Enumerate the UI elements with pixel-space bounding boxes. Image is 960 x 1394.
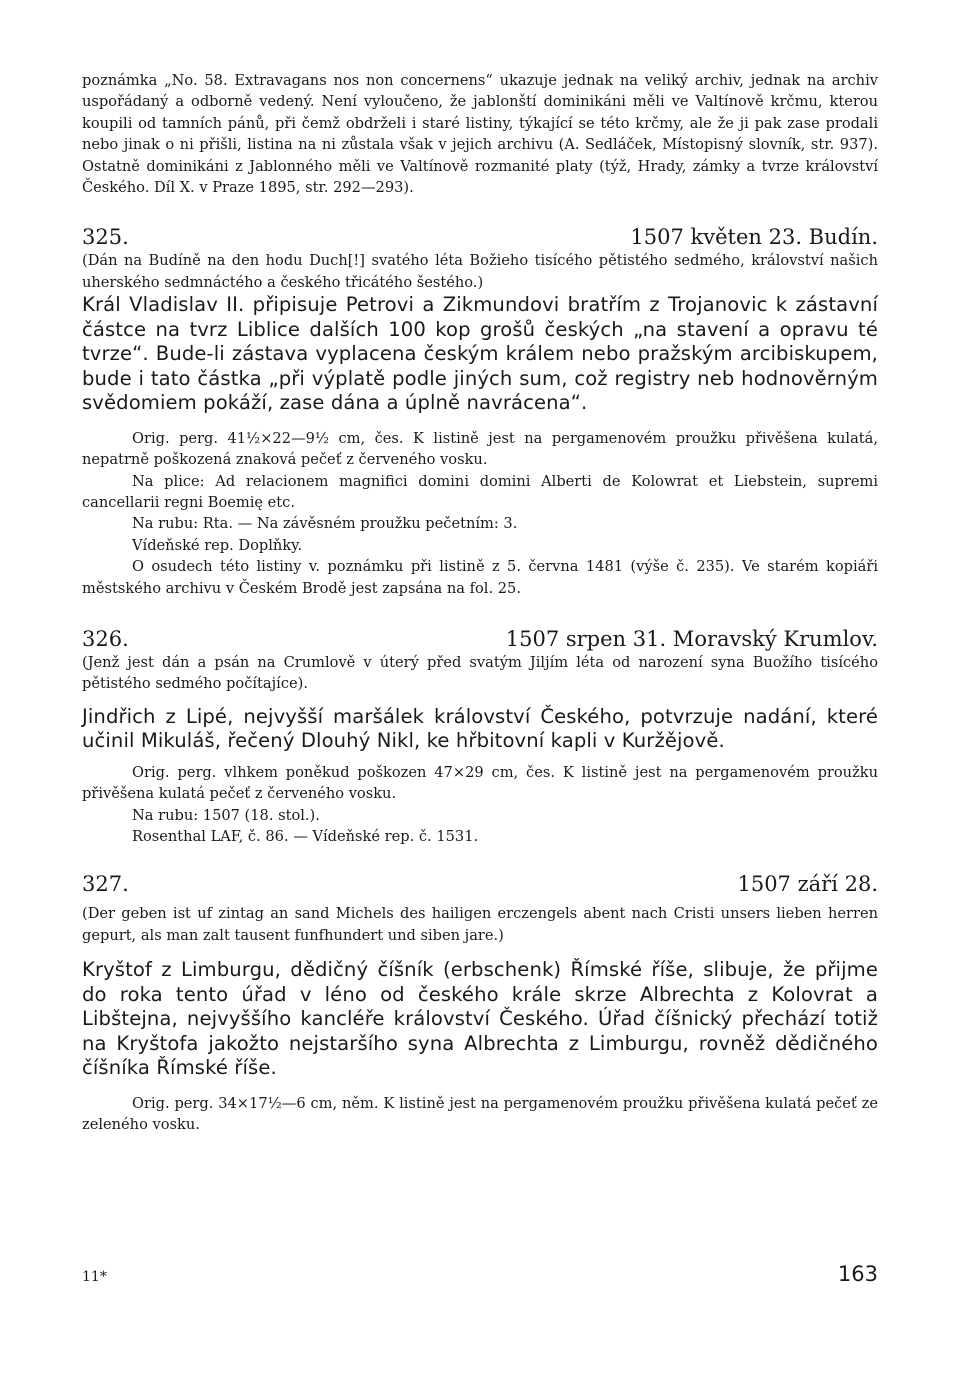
- entry-heading: [82, 871, 878, 897]
- entry-note: Orig. perg. 34×17½—6 cm, něm. K listině jest na pergamenovém proužku přivěšena kulatá pečeť ze zeleného vosku.: [82, 1094, 878, 1134]
- entry-note: Na rubu: 1507 (18. stol.).: [132, 806, 320, 824]
- entry-date-place: 1507 září 28.: [737, 872, 878, 897]
- entry-dating: (Jenž jest dán a psán na Crumlově v úterý před svatým Jiljím léta od narození syna Buožího tisícého pětistého sedmého počítajíce).: [82, 654, 878, 693]
- entry-note: Na rubu: Rta. — Na závěsném proužku pečetním: 3.: [132, 515, 518, 533]
- entry-heading: [82, 626, 878, 652]
- entry-date-place: 1507 květen 23. Budín.: [630, 225, 878, 250]
- entry-regest: Jindřich z Lipé, nejvyšší maršálek království Českého, potvrzuje nadání, které učinil Mikuláš, řečený Dlouhý Nikl, ke hřbitovní kapli v Kuržějově.: [82, 704, 878, 753]
- page-number: 163: [837, 1262, 878, 1286]
- entry-326: [82, 626, 878, 847]
- entry-note: O osudech této listiny v. poznámku při listině z 5. června 1481 (výše č. 235). Ve starém kopiáři městského archivu v Českém Brodě jest zapsána na fol. 25.: [82, 558, 878, 597]
- entry-note: Orig. perg. 41½×22—9½ cm, čes. K listině jest na pergamenovém proužku přivěšena kulatá, nepatrně poškozená znaková pečeť z červeného vosku.: [82, 429, 878, 469]
- entry-note: Orig. perg. vlhkem poněkud poškozen 47×29 cm, čes. K listině jest na pergamenovém proužku přivěšena kulatá pečeť z červeného vosku.: [82, 763, 878, 803]
- entry-notes: [82, 762, 878, 848]
- entry-notes: [82, 1093, 878, 1136]
- entry-325: [82, 224, 878, 599]
- entry-number: 326.: [82, 627, 129, 651]
- entry-regest: Kryštof z Limburgu, dědičný číšník (erbschenk) Římské říše, slibuje, že přijme do roka tento úřad v léno od českého krále skrze Albrechta z Kolovrat a Libštejna, nejvyššího kancléře království Českého. Úřad číšnický přechází totiž na Kryštofa jakožto nejstaršího syna Albrechta z Limburgu, rovněž dědičného číšníka Římské říše.: [82, 958, 878, 1080]
- page-footer: [82, 1262, 878, 1286]
- entry-number: 327.: [82, 872, 129, 897]
- entry-dating: (Dán na Budíně na den hodu Duch[!] svatého léta Božieho tisícého pětistého sedmého, království našich uherského sedmnáctého a českého třicátého šestého.): [82, 252, 878, 291]
- entry-327: [82, 871, 878, 1135]
- entry-note: Vídeňské rep. Doplňky.: [132, 536, 303, 554]
- entry-note: Rosenthal LAF, č. 86. — Vídeňské rep. č. 1531.: [132, 828, 479, 846]
- document-page: [82, 70, 878, 1136]
- entry-number: 325.: [82, 225, 129, 250]
- signature-mark: 11*: [82, 1269, 107, 1285]
- entry-heading: [82, 224, 878, 250]
- entry-dating: (Der geben ist uf zintag an sand Michels des hailigen erczengels abent nach Cristi unsers lieben herren gepurt, als man zalt tausent funfhundert und siben jare.): [82, 905, 878, 944]
- entry-date-place: 1507 srpen 31. Moravský Krumlov.: [505, 627, 878, 651]
- entry-regest: Král Vladislav II. připisuje Petrovi a Zikmundovi bratřím z Trojanovic k zástavní částce na tvrz Liblice dalších 100 kop grošů českých „na stavení a opravu té tvrze“. Bude-li zástava vyplacena českým králem nebo pražským arcibiskupem, bude i tato částka „při výplatě podle jiných sum, což registry neb hodnověrným svědomiem pokáží, zase dána a úplně navrácena“.: [82, 293, 878, 415]
- top-note: poznámka „No. 58. Extravagans nos non concernens“ ukazuje jednak na veliký archiv, jednak na archiv uspořádaný a odborně vedený. Není vyloučeno, že jablonští dominikáni měli ve Valtínově krčmu, kterou koupili od tamních pánů, při čemž obdrželi i staré listiny, týkající se této krčmy, ale že ji pak zase prodali nebo jinak o ni přišli, listina na ni zůstala však v jejich archivu (A. Sedláček, Místopisný slovník, str. 937). Ostatně dominikáni z Jablonného měli ve Valtínově rozmanité platy (týž, Hrady, zámky a tvrze království Českého. Díl X. v Praze 1895, str. 292—293).: [82, 72, 878, 197]
- entry-notes: [82, 428, 878, 599]
- entry-note: Na plice: Ad relacionem magnifici domini domini Alberti de Kolowrat et Liebstein, supremi cancellarii regni Boemię etc.: [82, 472, 878, 511]
